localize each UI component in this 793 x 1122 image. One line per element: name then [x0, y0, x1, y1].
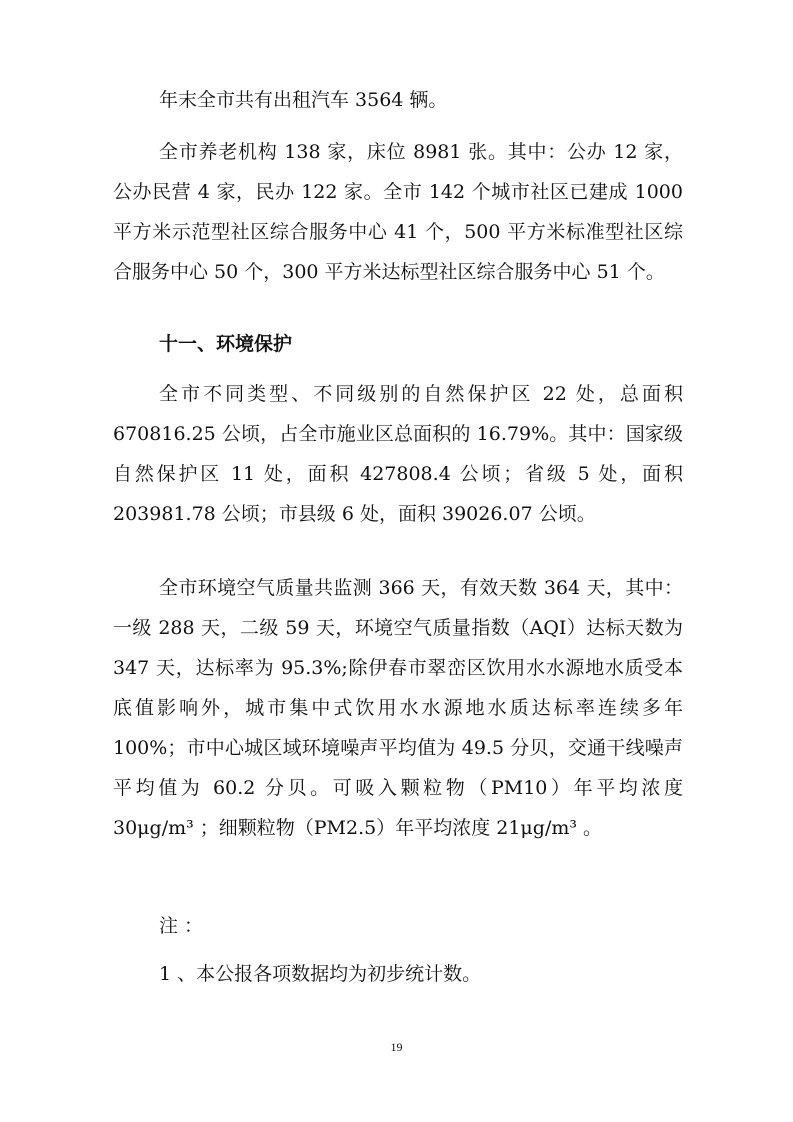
paragraph-nature-reserves: 全市不同类型、不同级别的自然保护区 22 处，总面积 670816.25 公顷，占全市施业区总面积的 16.79%。其中：国家级自然保护区 11 处，面积 427808.4 公顷；省级 5 处，面积 203981.78 公顷；市县级 6 处，面积 39026.07 公顷。 — [113, 383, 683, 525]
paragraph-taxi: 年末全市共有出租汽车 3564 辆。 — [159, 89, 448, 111]
section-heading-environment: 十一、环境保护 — [159, 333, 293, 355]
note-label: 注 ： — [159, 915, 204, 937]
page-number: 19 — [390, 1040, 403, 1054]
paragraph-elderly-care: 全市养老机构 138 家，床位 8981 张。其中：公办 12 家，公办民营 4 家，民办 122 家。全市 142 个城市社区已建成 1000 平方米示范型社区综合服务中心 41 个，500 平方米标准型社区综合服务中心 50 个，300 平方米达标型社区综合服务中心 51 个。 — [113, 141, 683, 283]
note-item: 1 、本公报各项数据均为初步统计数。 — [159, 963, 482, 985]
paragraph-air-water-noise: 全市环境空气质量共监测 366 天，有效天数 364 天，其中：一级 288 天，二级 59 天，环境空气质量指数（AQI）达标天数为 347 天，达标率为 95.3%;除伊春市翠峦区饮用水水源地水质受本底值影响外，城市集中式饮用水水源地水质达标率连续多年 100%；市中心城区域环境噪声平均值为 49.5 分贝，交通干线噪声平均值为 60.2 分贝。可吸入颗粒物（PM10）年平均浓度 30μg/m³ ；细颗粒物（PM2.5）年平均浓度 21μg/m³ 。 — [113, 577, 683, 839]
